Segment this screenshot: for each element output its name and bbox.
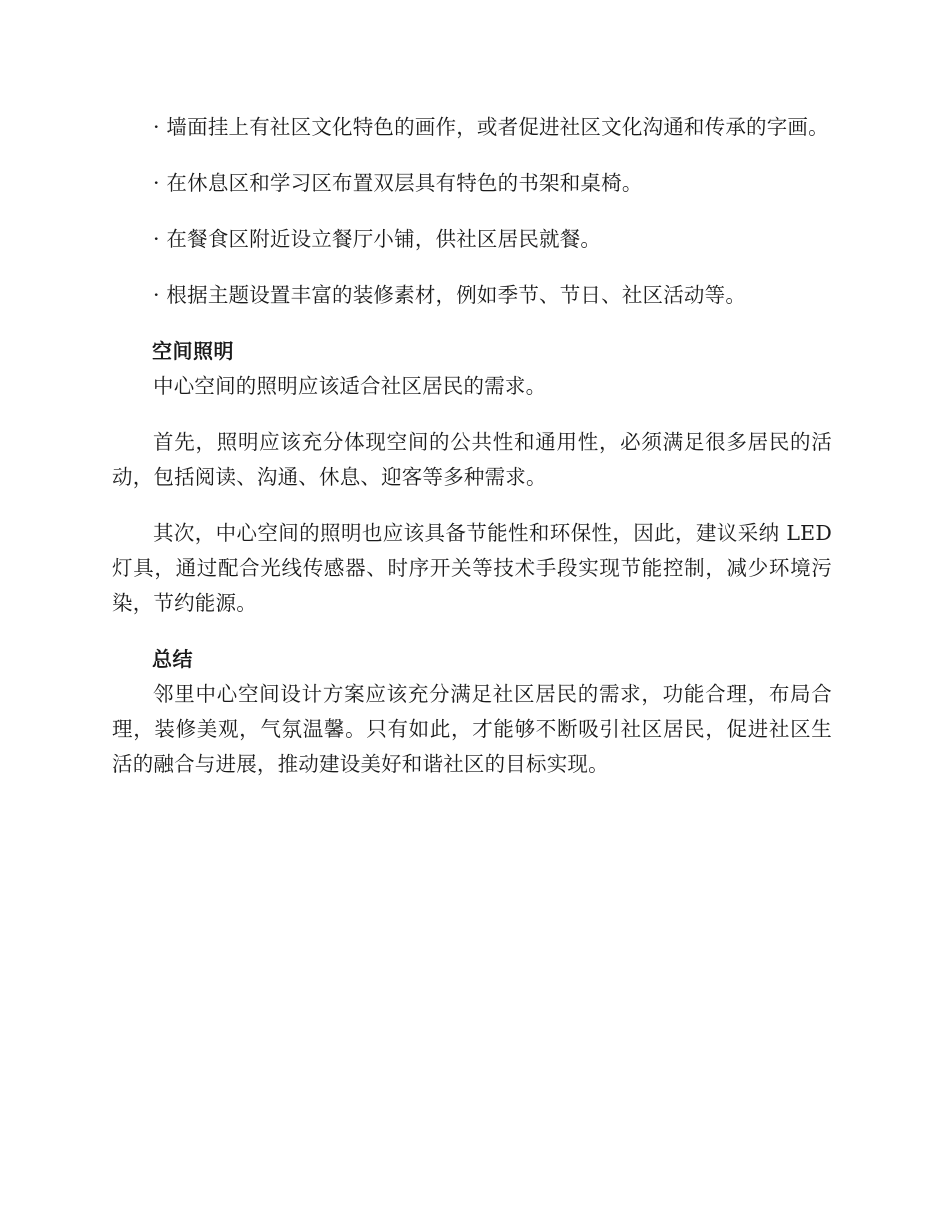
- lighting-paragraph-2: 首先，照明应该充分体现空间的公共性和通用性，必须满足很多居民的活动，包括阅读、沟通、休息、迎客等多种需求。: [112, 430, 832, 489]
- bullet-item-decoration: · 根据主题设置丰富的装修素材，例如季节、节日、社区活动等。: [153, 283, 747, 307]
- bullet-item-wall-art: · 墙面挂上有社区文化特色的画作，或者促进社区文化沟通和传承的字画。: [153, 115, 829, 139]
- lighting-paragraph-3: 其次，中心空间的照明也应该具备节能性和环保性，因此，建议采纳 LED 灯具，通过配合光线传感器、时序开关等技术手段实现节能控制，减少环境污染，节约能源。: [112, 521, 832, 615]
- summary-paragraph: 邻里中心空间设计方案应该充分满足社区居民的需求，功能合理，布局合理，装修美观，气氛温馨。只有如此，才能够不断吸引社区居民，促进社区生活的融合与进展，推动建设美好和谐社区的目标实现。: [112, 682, 832, 776]
- section-heading-summary: 总结: [152, 647, 193, 671]
- bullet-item-restaurant: · 在餐食区附近设立餐厅小铺，供社区居民就餐。: [153, 227, 602, 251]
- lighting-paragraph-1: 中心空间的照明应该适合社区居民的需求。: [153, 374, 547, 398]
- section-heading-lighting: 空间照明: [152, 339, 234, 363]
- bullet-item-bookshelves: · 在休息区和学习区布置双层具有特色的书架和桌椅。: [153, 171, 643, 195]
- document-page: [112, 110, 832, 782]
